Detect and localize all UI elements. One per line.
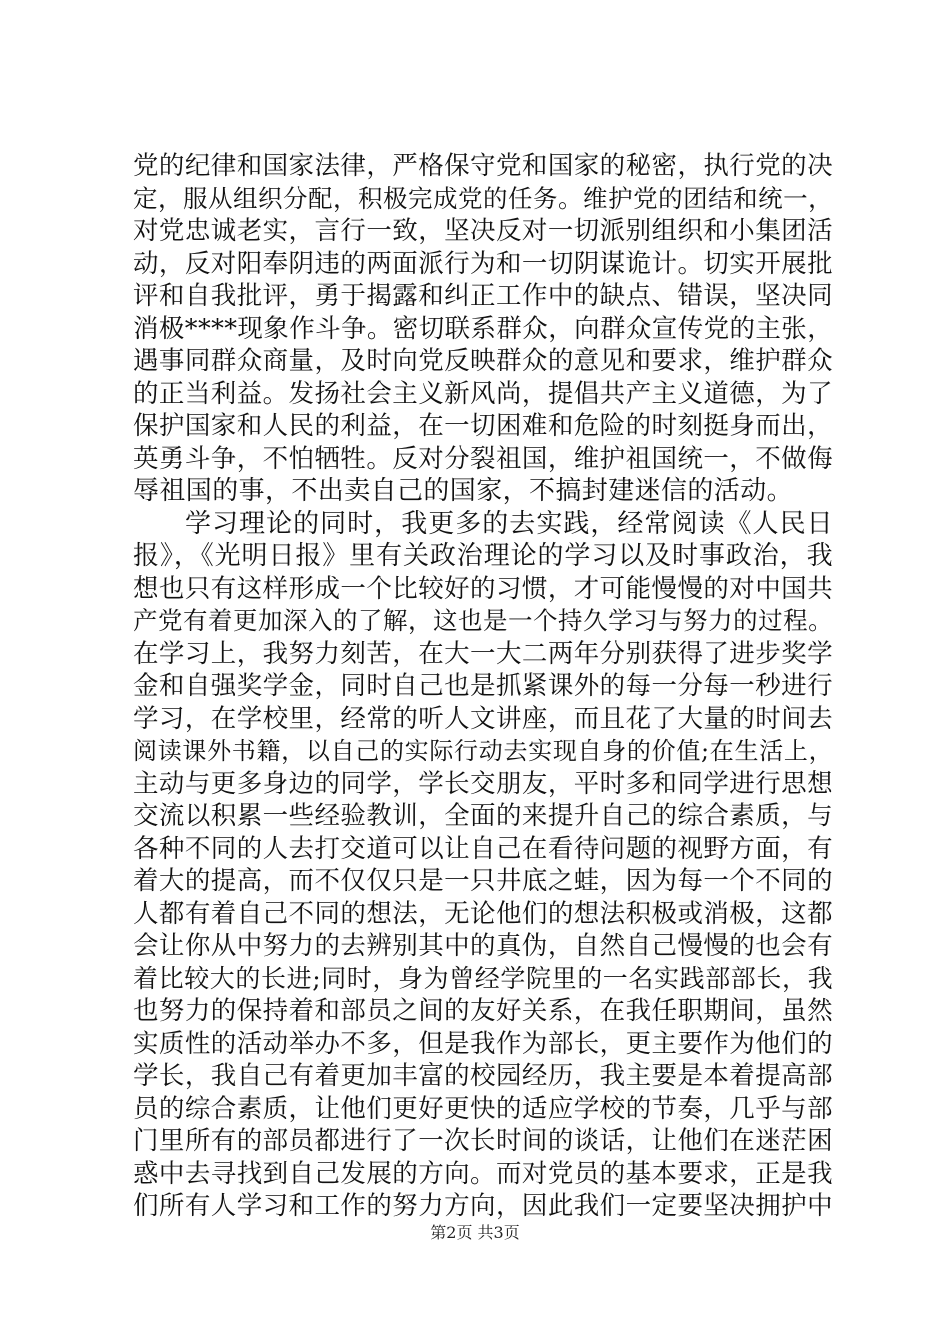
text-line: 会让你从中努力的去辨别其中的真伪，自然自己慢慢的也会有	[133, 931, 833, 961]
page-number-footer: 第2页 共3页	[430, 1223, 520, 1242]
text-line: 遇事同群众商量，及时向党反映群众的意见和要求，维护群众	[133, 346, 833, 376]
text-line: 在学习上，我努力刻苦，在大一大二两年分别获得了进步奖学	[133, 638, 833, 669]
text-line: 阅读课外书籍，以自己的实际行动去实现自身的价值;在生活上，	[133, 737, 833, 765]
text-line: 对党忠诚老实，言行一致，坚决反对一切派别组织和小集团活	[133, 216, 833, 246]
text-line: 们所有人学习和工作的努力方向，因此我们一定要坚决拥护中	[133, 1191, 833, 1221]
paragraph-first-line: 学习理论的同时，我更多的去实践，经常阅读《人民日	[185, 508, 833, 539]
text-line: 金和自强奖学金，同时自己也是抓紧课外的每一分每一秒进行	[133, 671, 833, 701]
text-line: 报》，《光明日报》里有关政治理论的学习以及时事政治，我	[133, 541, 833, 571]
text-line: 评和自我批评，勇于揭露和纠正工作中的缺点、错误，坚决同	[133, 281, 833, 311]
text-line: 人都有着自己不同的想法，无论他们的想法积极或消极，这都	[133, 898, 833, 929]
text-line: 交流以积累一些经验教训，全面的来提升自己的综合素质，与	[133, 801, 833, 831]
text-line: 学长，我自己有着更加丰富的校园经历，我主要是本着提高部	[133, 1061, 833, 1091]
text-line: 门里所有的部员都进行了一次长时间的谈话，让他们在迷茫困	[133, 1126, 833, 1156]
text-line: 各种不同的人去打交道可以让自己在看待问题的视野方面，有	[133, 833, 833, 864]
text-line: 产党有着更加深入的了解，这也是一个持久学习与努力的过程。	[133, 606, 833, 635]
text-line: 保护国家和人民的利益，在一切困难和危险的时刻挺身而出，	[133, 411, 833, 441]
text-line: 也努力的保持着和部员之间的友好关系，在我任职期间，虽然	[133, 996, 833, 1026]
text-line: 学习，在学校里，经常的听人文讲座，而且花了大量的时间去	[133, 703, 833, 734]
text-line: 英勇斗争，不怕牺牲。反对分裂祖国，维护祖国统一，不做侮	[133, 443, 833, 474]
text-line: 党的纪律和国家法律，严格保守党和国家的秘密，执行党的决	[133, 151, 833, 181]
text-line: 的正当利益。发扬社会主义新风尚，提倡共产主义道德，为了	[133, 378, 833, 409]
text-line: 主动与更多身边的同学，学长交朋友，平时多和同学进行思想	[133, 768, 833, 799]
text-line: 实质性的活动举办不多，但是我作为部长，更主要作为他们的	[133, 1028, 833, 1059]
text-line: 定，服从组织分配，积极完成党的任务。维护党的团结和统一，	[133, 183, 833, 213]
text-line: 消极****现象作斗争。密切联系群众，向群众宣传党的主张，	[133, 313, 834, 344]
text-line: 员的综合素质，让他们更好更快的适应学校的节奏，几乎与部	[133, 1093, 833, 1124]
text-line: 惑中去寻找到自己发展的方向。而对党员的基本要求，正是我	[133, 1158, 833, 1189]
text-line: 着大的提高，而不仅仅只是一只井底之蛙，因为每一个不同的	[133, 866, 833, 896]
body-text	[133, 150, 833, 1223]
text-line: 辱祖国的事，不出卖自己的国家，不搞封建迷信的活动。	[133, 476, 794, 506]
text-line: 动，反对阳奉阴违的两面派行为和一切阴谋诡计。切实开展批	[133, 248, 833, 279]
text-line: 想也只有这样形成一个比较好的习惯，才可能慢慢的对中国共	[133, 573, 833, 604]
text-line: 着比较大的长进;同时，身为曾经学院里的一名实践部部长，我	[133, 963, 833, 993]
